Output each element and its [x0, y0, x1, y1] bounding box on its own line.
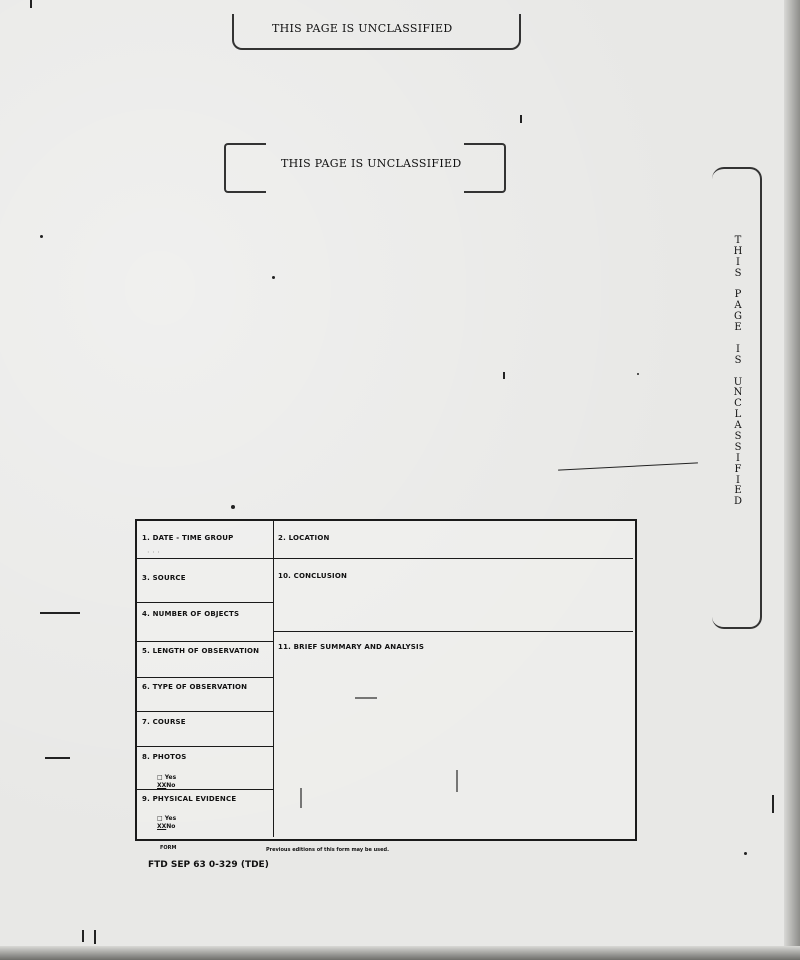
scan-edge-right: [784, 0, 800, 960]
form-code: FTD SEP 63 0-329 (TDE): [148, 860, 269, 870]
scan-speck: [520, 115, 522, 123]
field-brief-summary: 11. BRIEF SUMMARY AND ANALYSIS: [278, 643, 425, 651]
scan-speck: [231, 505, 235, 509]
field-type-of-observation: 6. TYPE OF OBSERVATION: [142, 683, 248, 691]
form-word: FORM: [160, 845, 177, 851]
side-stamp-letter: S: [734, 441, 742, 453]
side-stamp-letter: I: [736, 474, 740, 486]
form-column-divider: [273, 521, 274, 837]
field-number-of-objects: 4. NUMBER OF OBJECTS: [142, 610, 240, 618]
side-stamp-letter: C: [734, 398, 742, 410]
form-row-line: [137, 602, 273, 603]
side-stamp-letter: I: [736, 343, 740, 355]
side-stamp-letter: D: [733, 496, 743, 508]
form-row-line: [137, 711, 273, 712]
form-row-line: [137, 789, 273, 790]
side-stamp-letter: G: [734, 311, 742, 323]
side-stamp-letter: N: [733, 387, 743, 399]
unclassified-stamp-middle: THIS PAGE IS UNCLASSIFIED: [281, 157, 462, 170]
side-stamp-letter: A: [734, 300, 742, 312]
side-stamp-letter: H: [733, 245, 743, 257]
scan-speck: [772, 795, 774, 813]
field-photos: 8. PHOTOS: [142, 753, 187, 761]
scan-speck: [94, 930, 96, 944]
faded-entry: · · ·: [147, 548, 160, 557]
side-stamp-letter: T: [734, 235, 742, 246]
side-stamp-letter: L: [734, 409, 742, 421]
field-date-time-group: 1. DATE - TIME GROUP: [142, 534, 234, 542]
form-row-line: [137, 641, 273, 642]
field-course: 7. COURSE: [142, 718, 186, 726]
side-stamp-letter: I: [736, 256, 740, 268]
field-length-of-observation: 5. LENGTH OF OBSERVATION: [142, 647, 260, 655]
photos-no-option[interactable]: XXNo: [157, 782, 176, 789]
scan-speck: [40, 235, 43, 238]
photos-yes-option[interactable]: □ Yes: [157, 774, 177, 781]
side-stamp-letter: F: [734, 463, 742, 475]
unclassified-stamp-top: THIS PAGE IS UNCLASSIFIED: [272, 22, 453, 35]
scan-speck: [30, 0, 32, 8]
side-stamp-letter: E: [734, 322, 742, 334]
side-stamp-letter: S: [734, 354, 742, 366]
field-location: 2. LOCATION: [278, 534, 330, 542]
field-conclusion: 10. CONCLUSION: [278, 572, 348, 580]
scan-speck: [503, 372, 505, 379]
side-stamp-letter: I: [736, 452, 740, 464]
side-stamp-letter: S: [734, 267, 742, 279]
scan-speck: [82, 930, 84, 942]
scan-edge-bottom: [0, 946, 800, 960]
side-stamp-letter: U: [733, 376, 743, 388]
form-number: [148, 845, 269, 871]
side-stamp-letter: S: [734, 431, 742, 443]
form-row-line: [137, 558, 633, 559]
evidence-no-option[interactable]: XXNo: [157, 823, 176, 830]
scan-speck: [272, 276, 275, 279]
report-form: [135, 519, 637, 841]
side-stamp-letter: E: [734, 485, 742, 497]
scan-speck: [744, 852, 747, 855]
form-row-line: [273, 631, 633, 632]
evidence-yes-option[interactable]: □ Yes: [157, 815, 177, 822]
scan-speck: [558, 462, 698, 470]
footer-note: Previous editions of this form may be used.: [266, 847, 390, 853]
unclassified-stamp-side: [730, 236, 746, 508]
side-stamp-letter: P: [734, 289, 742, 301]
side-stamp-letter: A: [734, 420, 742, 432]
form-row-line: [137, 746, 273, 747]
scan-speck: [40, 612, 80, 614]
form-row-line: [137, 677, 273, 678]
field-physical-evidence: 9. PHYSICAL EVIDENCE: [142, 795, 237, 803]
field-source: 3. SOURCE: [142, 574, 186, 582]
scan-speck: [637, 373, 639, 375]
scan-speck: [45, 757, 70, 759]
